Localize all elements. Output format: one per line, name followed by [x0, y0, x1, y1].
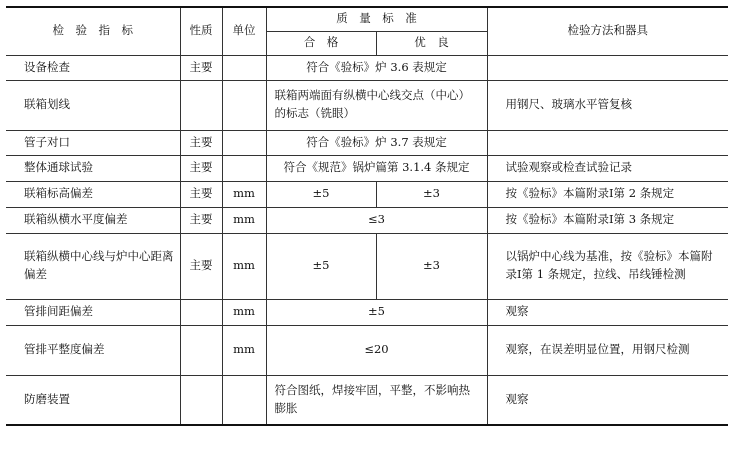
- table-row: [6, 325, 728, 375]
- excellent-cell: ±3: [376, 181, 487, 207]
- method-cell: 按《验标》本篇附录Ⅰ第 2 条规定: [487, 181, 728, 207]
- standard-cell: 符合《验标》炉 3.7 表规定: [266, 130, 487, 155]
- nature-cell: 主要: [180, 155, 222, 181]
- table-row: [6, 375, 728, 425]
- table-row: [6, 55, 728, 80]
- method-cell: 以锅炉中心线为基准，按《验标》本篇附录Ⅰ第 1 条规定，拉线、吊线锤检测: [487, 233, 728, 299]
- item-cell: 设备检查: [6, 55, 180, 80]
- header-item: 检 验 指 标: [6, 7, 180, 55]
- inspection-standard-table: [6, 6, 728, 426]
- excellent-cell: ±3: [376, 233, 487, 299]
- unit-cell: mm: [222, 325, 266, 375]
- item-cell: 防磨装置: [6, 375, 180, 425]
- nature-cell: 主要: [180, 207, 222, 233]
- header-qualified: 合 格: [266, 31, 376, 55]
- item-cell: 联箱标高偏差: [6, 181, 180, 207]
- header-quality-standard: 质 量 标 准: [266, 7, 487, 31]
- item-cell: 联箱纵横中心线与炉中心距离偏差: [6, 233, 180, 299]
- method-cell: 用钢尺、玻璃水平管复核: [487, 80, 728, 130]
- item-cell: 管排间距偏差: [6, 299, 180, 325]
- qualified-cell: ±5: [266, 181, 376, 207]
- item-cell: 整体通球试验: [6, 155, 180, 181]
- table-row: [6, 207, 728, 233]
- nature-cell: [180, 375, 222, 425]
- method-cell: 观察，在误差明显位置，用钢尺检测: [487, 325, 728, 375]
- header-method: 检验方法和器具: [487, 7, 728, 55]
- header-excellent: 优 良: [376, 31, 487, 55]
- nature-cell: [180, 299, 222, 325]
- unit-cell: [222, 130, 266, 155]
- standard-cell: ≤3: [266, 207, 487, 233]
- standard-cell: 符合图纸，焊接牢固，平整，不影响热膨胀: [266, 375, 487, 425]
- table-row: [6, 299, 728, 325]
- table-row: [6, 233, 728, 299]
- header-nature: 性质: [180, 7, 222, 55]
- method-cell: [487, 55, 728, 80]
- item-cell: 联箱划线: [6, 80, 180, 130]
- method-cell: 观察: [487, 299, 728, 325]
- item-cell: 管子对口: [6, 130, 180, 155]
- table-row: [6, 181, 728, 207]
- nature-cell: 主要: [180, 181, 222, 207]
- unit-cell: [222, 55, 266, 80]
- standard-cell: 联箱两端面有纵横中心线交点（中心）的标志（铣眼）: [266, 80, 487, 130]
- table-row: [6, 155, 728, 181]
- method-cell: 观察: [487, 375, 728, 425]
- nature-cell: 主要: [180, 233, 222, 299]
- nature-cell: 主要: [180, 130, 222, 155]
- unit-cell: mm: [222, 233, 266, 299]
- method-cell: 按《验标》本篇附录Ⅰ第 3 条规定: [487, 207, 728, 233]
- standard-cell: 符合《验标》炉 3.6 表规定: [266, 55, 487, 80]
- unit-cell: [222, 155, 266, 181]
- method-cell: 试验观察或检查试验记录: [487, 155, 728, 181]
- nature-cell: [180, 80, 222, 130]
- table-row: [6, 80, 728, 130]
- standard-cell: ±5: [266, 299, 487, 325]
- standard-cell: 符合《规范》锅炉篇第 3.1.4 条规定: [266, 155, 487, 181]
- unit-cell: mm: [222, 207, 266, 233]
- standard-cell: ≤20: [266, 325, 487, 375]
- method-cell: [487, 130, 728, 155]
- qualified-cell: ±5: [266, 233, 376, 299]
- unit-cell: [222, 80, 266, 130]
- table-row: [6, 130, 728, 155]
- unit-cell: mm: [222, 299, 266, 325]
- unit-cell: [222, 375, 266, 425]
- item-cell: 管排平整度偏差: [6, 325, 180, 375]
- header-unit: 单位: [222, 7, 266, 55]
- item-cell: 联箱纵横水平度偏差: [6, 207, 180, 233]
- unit-cell: mm: [222, 181, 266, 207]
- nature-cell: [180, 325, 222, 375]
- nature-cell: 主要: [180, 55, 222, 80]
